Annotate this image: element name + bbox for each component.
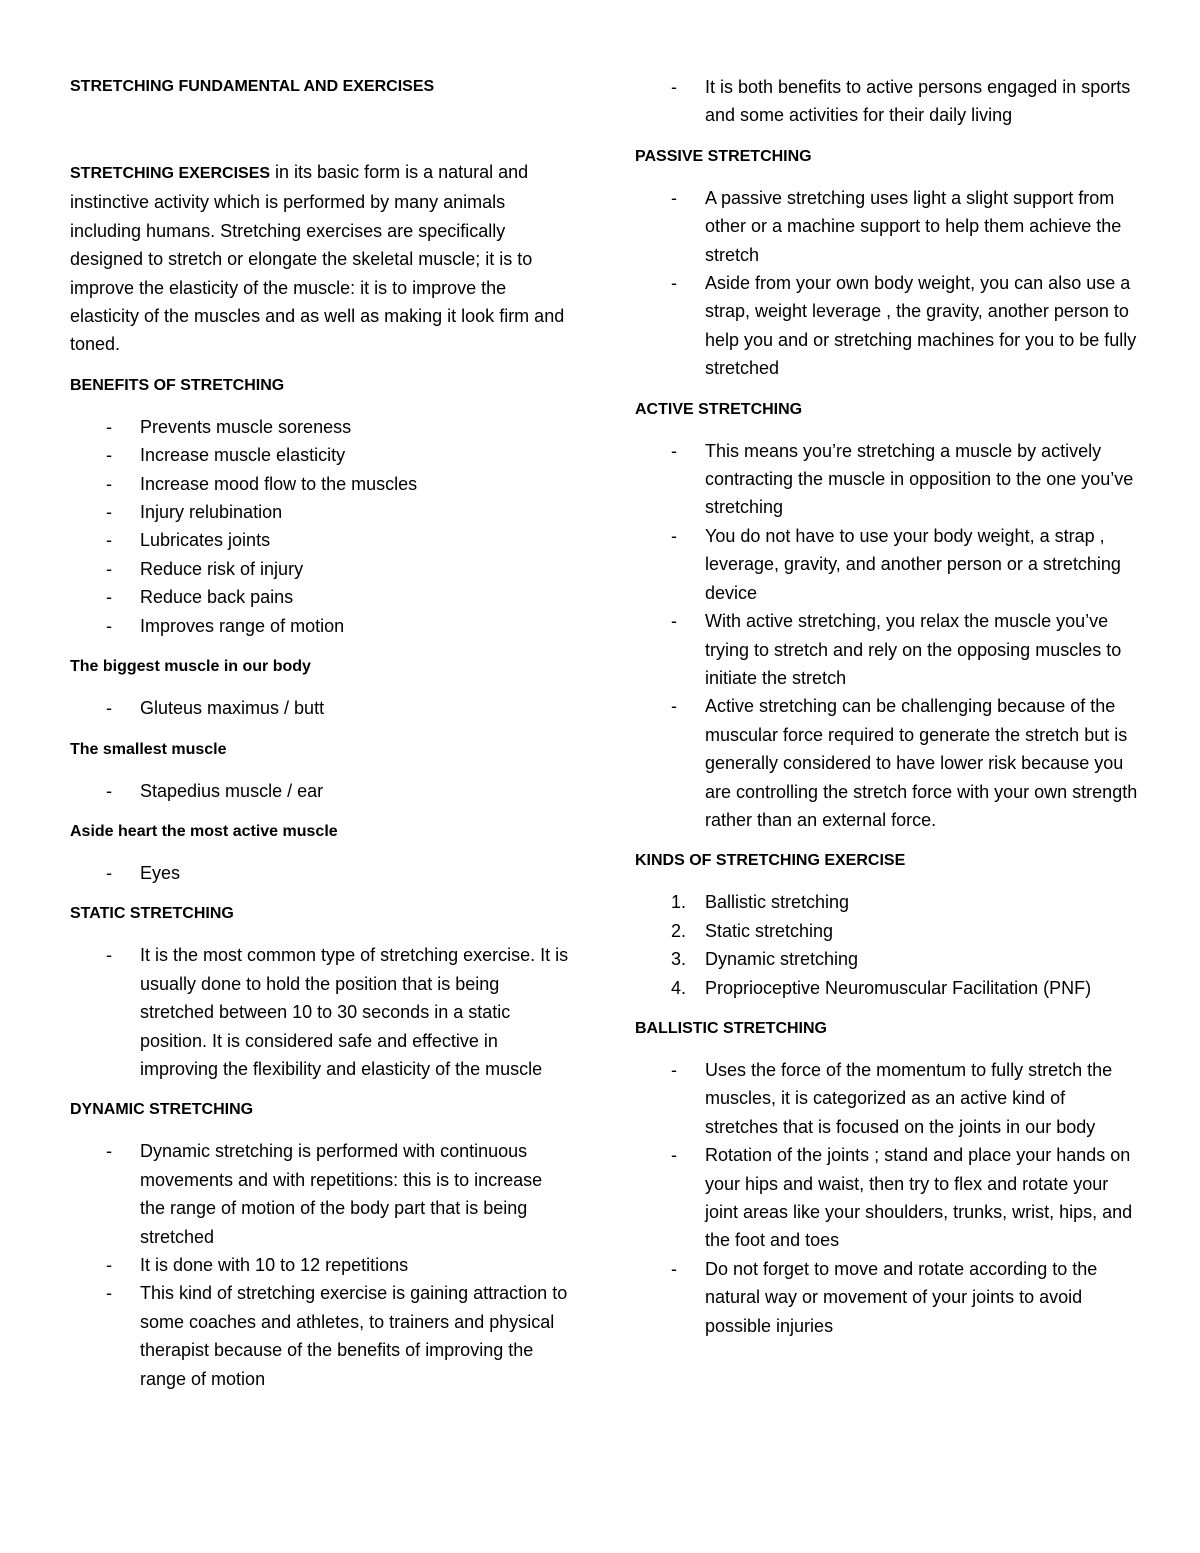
dash-bullet: -: [671, 1258, 677, 1279]
kinds-list: [635, 888, 1140, 1002]
list-item-text: It is done with 10 to 12 repetitions: [140, 1254, 409, 1275]
passive-heading: PASSIVE STRETCHING: [635, 147, 812, 165]
list-number: 1.: [671, 892, 687, 913]
list-item: [70, 583, 570, 611]
dash-bullet: -: [671, 611, 677, 632]
list-item-text: Uses the force of the momentum to fully stretch the muscles, it is categorized as an active kind of stretches that is focused on the joints in our body: [705, 1059, 1113, 1137]
list-item: [70, 1251, 570, 1279]
static-list: [70, 941, 570, 1083]
list-item-text: Improves range of motion: [140, 615, 345, 636]
list-item-text: It is both benefits to active persons engaged in sports and some activities for their daily living: [705, 77, 1131, 126]
list-item-text: With active stretching, you relax the muscle you’ve trying to stretch and rely on the opposing muscles to initiate the stretch: [705, 611, 1122, 688]
dash-bullet: -: [671, 187, 677, 208]
list-item: [70, 413, 570, 441]
list-item: [70, 694, 570, 722]
active-heading: ACTIVE STRETCHING: [635, 400, 803, 418]
list-item-text: Proprioceptive Neuromuscular Facilitation (PNF): [705, 977, 1092, 998]
right-column: [635, 73, 1140, 1340]
left-column: [70, 73, 570, 1393]
biggest-muscle-list: [70, 694, 570, 722]
list-item: [635, 607, 1140, 692]
list-item-text: You do not have to use your body weight, a strap , leverage, gravity, and another person or a stretching device: [705, 525, 1121, 603]
list-item: [70, 1279, 570, 1393]
intro-lead: STRETCHING EXERCISES: [70, 165, 271, 182]
list-item: [635, 73, 1140, 130]
list-item-text: Prevents muscle soreness: [140, 416, 352, 437]
list-item: [635, 1141, 1140, 1255]
list-item-text: Increase mood flow to the muscles: [140, 473, 418, 494]
dash-bullet: -: [106, 698, 112, 719]
intro-text: in its basic form is a natural and instinctive activity which is performed by many animals including humans. Stretching exercises are specifically designed to stretch or elongate the skeletal muscle; it is to improve the elasticity of the muscle: it is to improve the elasticity of the muscles and as well as making it look firm and toned.: [70, 162, 565, 355]
intro-paragraph: [70, 158, 570, 359]
list-item-text: Do not forget to move and rotate according to the natural way or movement of your joints to avoid possible injuries: [705, 1258, 1098, 1336]
list-item: [70, 555, 570, 583]
list-item: [635, 269, 1140, 383]
list-number: 2.: [671, 920, 687, 941]
list-item-text: Eyes: [140, 862, 181, 883]
dash-bullet: -: [106, 862, 112, 883]
static-heading: STATIC STRETCHING: [70, 905, 234, 923]
dash-bullet: -: [106, 502, 112, 523]
list-item: [70, 441, 570, 469]
list-item-text: This means you’re stretching a muscle by actively contracting the muscle in opposition to the one you’ve stretching: [705, 440, 1134, 518]
dash-bullet: -: [671, 525, 677, 546]
smallest-muscle-list: [70, 777, 570, 805]
list-item-text: A passive stretching uses light a slight support from other or a machine support to help them achieve the stretch: [705, 187, 1122, 265]
dash-bullet: -: [671, 77, 677, 97]
list-item: [635, 917, 1140, 945]
list-item: [70, 470, 570, 498]
active-list: [635, 437, 1140, 835]
dash-bullet: -: [106, 1283, 112, 1304]
list-item: [70, 1137, 570, 1251]
dash-bullet: -: [106, 780, 112, 801]
list-item-text: Rotation of the joints ; stand and place your hands on your hips and waist, then try to flex and rotate your joint areas like your shoulders, trunks, wrist, hips, and the foot and toes: [705, 1145, 1133, 1251]
list-item-text: Reduce back pains: [140, 587, 294, 608]
dash-bullet: -: [106, 945, 112, 966]
dash-bullet: -: [106, 1141, 112, 1162]
list-item-text: Reduce risk of injury: [140, 558, 304, 579]
list-item: [635, 974, 1140, 1002]
dash-bullet: -: [106, 416, 112, 437]
list-item: [635, 1056, 1140, 1141]
list-item-text: Aside from your own body weight, you can also use a strap, weight leverage , the gravity, another person to help you and or stretching machines for you to be fully stretched: [705, 273, 1137, 379]
dash-bullet: -: [106, 587, 112, 608]
list-item: [635, 1255, 1140, 1340]
benefits-list: [70, 413, 570, 640]
dash-bullet: -: [671, 440, 677, 461]
dash-bullet: -: [106, 1254, 112, 1275]
list-item: [635, 888, 1140, 916]
list-item-text: Active stretching can be challenging because of the muscular force required to generate the stretch but is generally considered to have lower risk because you are controlling the stretch force with your own strength rather than an external force.: [705, 696, 1138, 830]
list-item-text: Static stretching: [705, 920, 834, 941]
list-item-text: This kind of stretching exercise is gaining attraction to some coaches and athletes, to trainers and physical therapist because of the benefits of improving the range of motion: [140, 1283, 568, 1389]
dash-bullet: -: [671, 273, 677, 294]
list-item: [635, 437, 1140, 522]
list-item: [70, 859, 570, 887]
benefits-heading: BENEFITS OF STRETCHING: [70, 376, 285, 394]
dash-bullet: -: [106, 530, 112, 551]
list-item: [70, 941, 570, 1083]
dash-bullet: -: [106, 615, 112, 636]
kinds-heading: KINDS OF STRETCHING EXERCISE: [635, 852, 906, 870]
list-item: [635, 184, 1140, 269]
dash-bullet: -: [106, 558, 112, 579]
ballistic-list: [635, 1056, 1140, 1340]
dash-bullet: -: [671, 696, 677, 717]
list-item-text: Ballistic stretching: [705, 892, 850, 913]
list-item: [70, 526, 570, 554]
list-item: [70, 612, 570, 640]
dynamic-list: [70, 1137, 570, 1393]
dynamic-heading: DYNAMIC STRETCHING: [70, 1101, 254, 1119]
list-item-text: Dynamic stretching: [705, 949, 859, 970]
list-item-text: Stapedius muscle / ear: [140, 780, 324, 801]
dynamic-continued-list: [635, 73, 1140, 130]
list-item-text: Gluteus maximus / butt: [140, 698, 325, 719]
list-item: [70, 777, 570, 805]
list-item-text: Injury relubination: [140, 502, 283, 523]
active-muscle-list: [70, 859, 570, 887]
dash-bullet: -: [671, 1059, 677, 1080]
list-item: [70, 498, 570, 526]
list-item-text: Dynamic stretching is performed with continuous movements and with repetitions: this is to increase the range of motion of the body part that is being stretched: [140, 1141, 543, 1247]
ballistic-heading: BALLISTIC STRETCHING: [635, 1019, 827, 1037]
passive-list: [635, 184, 1140, 383]
list-number: 4.: [671, 977, 687, 998]
list-number: 3.: [671, 949, 687, 970]
document-title: STRETCHING FUNDAMENTAL AND EXERCISES: [70, 78, 435, 95]
list-item-text: Lubricates joints: [140, 530, 271, 551]
dash-bullet: -: [106, 473, 112, 494]
biggest-muscle-heading: The biggest muscle in our body: [70, 658, 311, 676]
dash-bullet: -: [671, 1145, 677, 1166]
list-item: [635, 692, 1140, 834]
list-item: [635, 522, 1140, 607]
active-muscle-heading: Aside heart the most active muscle: [70, 822, 338, 840]
list-item-text: It is the most common type of stretching exercise. It is usually done to hold the position that is being stretched between 10 to 30 seconds in a static position. It is considered safe and effective in improving the flexibility and elasticity of the muscle: [140, 945, 569, 1079]
dash-bullet: -: [106, 445, 112, 466]
list-item: [635, 945, 1140, 973]
list-item-text: Increase muscle elasticity: [140, 445, 346, 466]
smallest-muscle-heading: The smallest muscle: [70, 740, 227, 758]
